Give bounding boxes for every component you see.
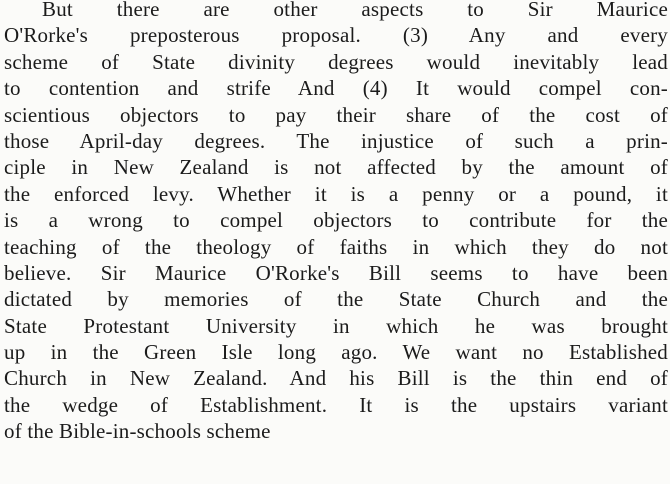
text-line-3: scheme of State divinity degrees would inevitably lead xyxy=(4,49,668,74)
text-line-2: O'Rorke's preposterous proposal. (3) Any and every xyxy=(4,23,668,48)
text-line-14: up in the Green Isle long ago. We want no Established xyxy=(4,340,668,365)
text-line-10: teaching of the theology of faiths in which they do not xyxy=(4,234,668,259)
text-line-5: scientious objectors to pay their share of the cost of xyxy=(4,102,668,127)
text-line-7: ciple in New Zealand is not affected by the amount of xyxy=(4,155,668,180)
text-line-13: State Protestant University in which he was brought xyxy=(4,313,668,338)
text-line-6: those April-day degrees. The injustice of such a prin- xyxy=(4,128,668,153)
text-line-11: believe. Sir Maurice O'Rorke's Bill seems to have been xyxy=(4,260,668,285)
text-line-8: the enforced levy. Whether it is a penny or a pound, it xyxy=(4,181,668,206)
text-line-4: to contention and strife And (4) It would compel con- xyxy=(4,76,668,101)
text-line-12: dictated by memories of the State Church and the xyxy=(4,287,668,312)
text-line-16: the wedge of Establishment. It is the upstairs variant xyxy=(4,392,668,417)
text-line-1: But there are other aspects to Sir Maurice xyxy=(42,0,668,21)
text-line-9: is a wrong to compel objectors to contribute for the xyxy=(4,208,668,233)
article-paragraph xyxy=(4,0,668,445)
text-line-17: of the Bible-in-schools scheme xyxy=(4,419,271,444)
text-line-15: Church in New Zealand. And his Bill is the thin end of xyxy=(4,366,668,391)
